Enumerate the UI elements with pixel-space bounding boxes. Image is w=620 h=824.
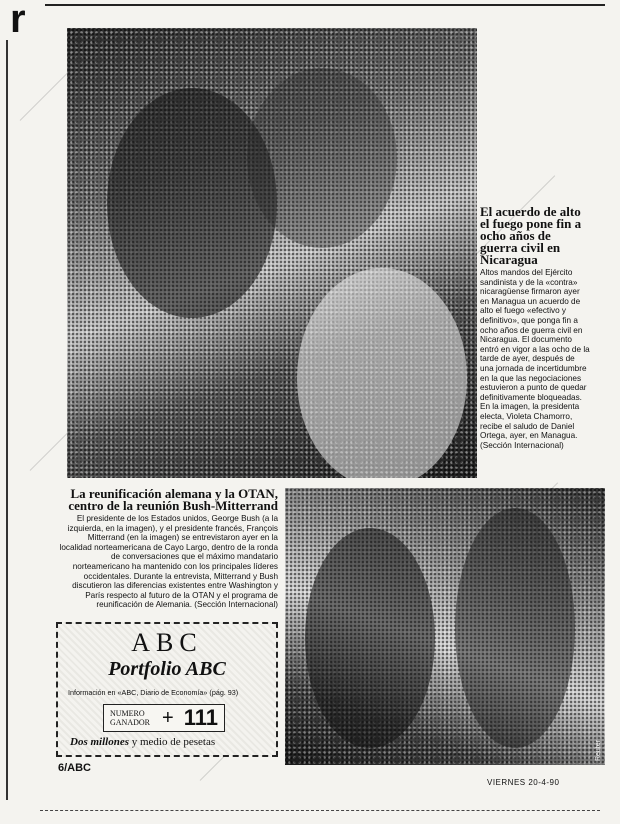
ad-product: Portfolio ABC	[108, 658, 226, 680]
photo-figure	[297, 268, 467, 478]
bottom-rule	[40, 810, 600, 811]
headline-nicaragua: El acuerdo de alto el fuego pone fin a ocho años de guerra civil en Nicaragua	[480, 204, 582, 267]
ad-prize-rest: y medio de pesetas	[128, 736, 216, 748]
winning-number-label: NUMERO GANADOR	[110, 709, 150, 727]
article-nicaragua	[480, 206, 590, 450]
plus-sign: +	[162, 707, 174, 729]
photo-bush-mitterrand	[285, 488, 605, 765]
photo-figure	[455, 508, 575, 748]
left-rule	[6, 40, 8, 800]
issue-date: VIERNES 20-4-90	[487, 778, 560, 787]
body-nicaragua: Altos mandos del Ejército sandinista y de la «contra» nicaragüense firmaron ayer en Managua un acuerdo de alto el fuego «efectivo y definitivo», que ponga fin a ocho años de guerra civil en Nicaragua. El documento entró en vigor a las ocho de la tarde de ayer, después de una jornada de incertidumbre en la que las negociaciones estuvieron a punto de quedar definitivamente bloqueadas. En la imagen, la presidenta electa, Violeta Chamorro, recibe el saludo de Daniel Ortega, ayer, en Managua. (Sección Internacional)	[480, 268, 590, 450]
photo-figure	[305, 528, 435, 748]
winning-number: 111	[183, 705, 218, 730]
photo-figure	[247, 68, 397, 248]
ad-prize-amount: Dos millones	[70, 736, 129, 748]
portfolio-ad	[56, 622, 278, 757]
winning-number-box	[103, 704, 225, 732]
ad-info: Información en «ABC, Diario de Economía» (pág. 93)	[68, 688, 239, 697]
body-bush-mitterrand: El presidente de los Estados unidos, George Bush (a la izquierda, en la imagen), y el presidente francés, François Mitterrand (en la imagen) se entrevistaron ayer en la localidad norteamericana de Cayo Largo, dentro de la ronda de conversaciones que el máximo mandatario norteamericano ha mantenido con los principales líderes occidentales. Durante la entrevista, Mitterrand y Bush discutieron las diferencias existentes entre Washington y París respecto al futuro de la OTAN y el programa de reunificación de Alemania. (Sección Internacional)	[59, 514, 278, 610]
ad-brand: ABC	[131, 628, 203, 657]
photo-chamorro-ortega	[67, 28, 477, 478]
photo-credit: Reuter	[595, 739, 602, 761]
corner-mark: r	[10, 0, 26, 41]
top-rule	[45, 4, 605, 6]
page-number: 6/ABC	[58, 762, 92, 774]
headline-bush-mitterrand: La reunificación alemana y la OTAN, centro de la reunión Bush-Mitterrand	[68, 486, 278, 513]
article-bush-mitterrand	[56, 488, 278, 610]
photo-figure	[107, 88, 277, 318]
ad-prize	[70, 736, 275, 749]
